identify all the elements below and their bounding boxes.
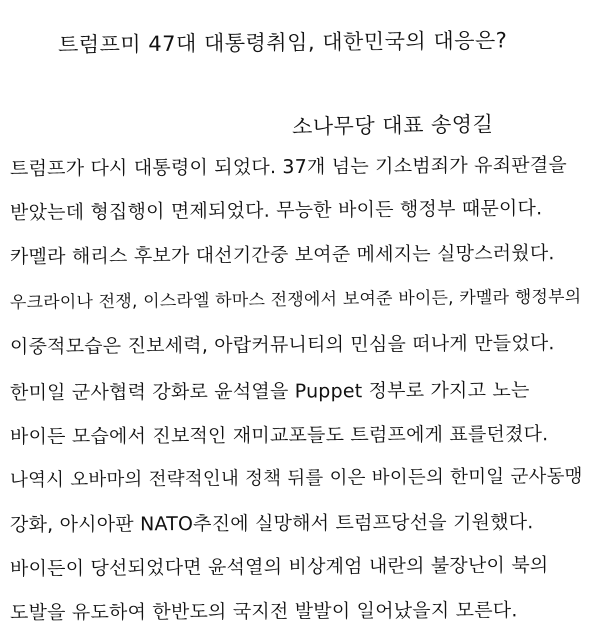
body-line: 나역시 오바마의 전략적인내 정책 뒤를 이은 바이든의 한미일 군사동맹: [9, 466, 583, 491]
body-line: 도발을 유도하여 한반도의 국지전 발발이 일어났을지 모른다.: [9, 599, 518, 624]
body-line: 바이든 모습에서 진보적인 재미교포들도 트럼프에게 표를던졌다.: [9, 423, 549, 448]
letter-author: 소나무당 대표 송영길: [291, 112, 494, 139]
body-line: 바이든이 당선되었다면 윤석열의 비상계엄 내란의 불장난이 북의: [9, 554, 549, 580]
body-line: 우크라이나 전쟁, 이스라엘 하마스 전쟁에서 보여준 바이든, 카멜라 행정부의: [9, 287, 582, 313]
body-line: 이중적모습은 진보세력, 아랍커뮤니티의 민심을 떠나게 만들었다.: [9, 332, 555, 358]
body-line: 트럼프가 다시 대통령이 되었다. 37개 넘는 기소범죄가 유죄판결을: [9, 154, 567, 180]
body-line: 받았는데 형집행이 면제되었다. 무능한 바이든 행정부 때문이다.: [9, 197, 543, 224]
body-line: 한미일 군사협력 강화로 윤석열을 Puppet 정부로 가지고 노는: [9, 379, 530, 404]
body-line: 강화, 아시아판 NATO추진에 실망해서 트럼프당선을 기원했다.: [9, 511, 534, 536]
letter-title: 트럼프미 47대 대통령취임, 대한민국의 대응은?: [57, 28, 508, 57]
body-line: 카멜라 해리스 후보가 대선기간중 보여준 메세지는 실망스러웠다.: [9, 242, 555, 268]
